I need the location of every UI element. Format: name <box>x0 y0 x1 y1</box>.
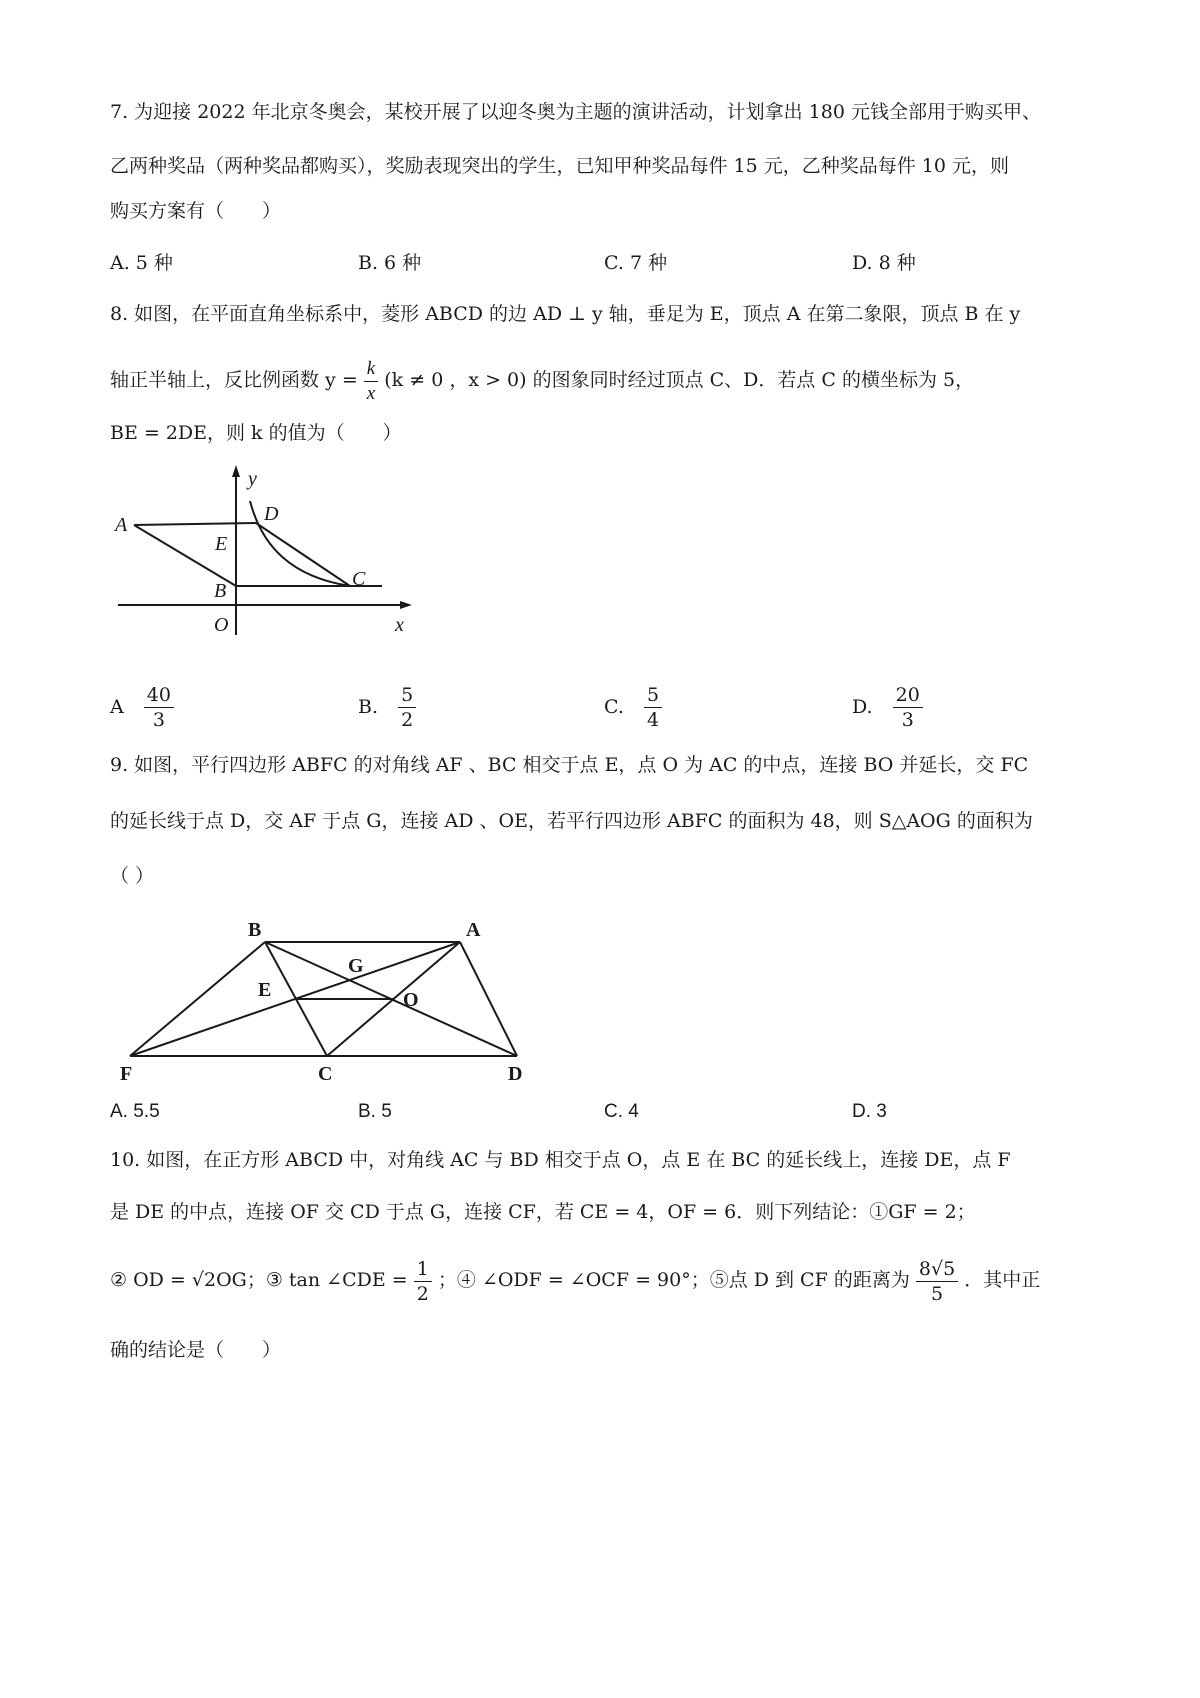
q8-line1: 8. 如图，在平面直角坐标系中，菱形 ABCD 的边 AD ⊥ y 轴，垂足为 E，顶点 A 在第二象限，顶点 B 在 y <box>110 303 1021 325</box>
q9-line2: 的延长线于点 D，交 AF 于点 G，连接 AD 、OE，若平行四边形 ABFC 的面积为 48，则 S△AOG 的面积为 <box>110 810 1033 832</box>
q8-kx-fraction <box>364 357 378 406</box>
fraction-denominator: 5 <box>930 1282 944 1305</box>
option-fraction <box>893 683 923 732</box>
q8-line2 <box>110 350 974 410</box>
q8-option-a <box>110 683 174 732</box>
fraction-numerator: 1 <box>414 1257 432 1282</box>
fraction-numerator: 8√5 <box>916 1257 958 1282</box>
label-e: E <box>215 533 228 555</box>
q9-figure <box>110 920 550 1090</box>
label-o: O <box>214 614 229 636</box>
q10-line4: 确的结论是（ ） <box>110 1339 282 1361</box>
label-b: B <box>214 580 227 602</box>
option-letter: B. <box>358 695 379 718</box>
label-c: C <box>318 1063 333 1085</box>
q7-option-b: B. 6 种 <box>358 252 422 274</box>
option-fraction <box>398 683 416 732</box>
q7-option-a: A. 5 种 <box>110 252 173 274</box>
fraction-denominator: 4 <box>646 709 660 731</box>
label-g: G <box>348 955 364 977</box>
q7-line2: 乙两种奖品（两种奖品都购买），奖励表现突出的学生，已知甲种奖品每件 15 元，乙种奖品每件 10 元，则 <box>110 155 1010 177</box>
q8-line3: BE = 2DE，则 k 的值为（ ） <box>110 422 402 444</box>
label-d: D <box>508 1063 523 1085</box>
fraction-numerator: 5 <box>644 683 662 708</box>
q9-line3: （ ） <box>110 865 155 887</box>
q10-line2: 是 DE 的中点，连接 OF 交 CD 于点 G，连接 CF，若 CE = 4，OF = 6．则下列结论：①GF = 2； <box>110 1201 976 1223</box>
q8-figure <box>110 465 420 645</box>
option-letter: A <box>110 695 124 718</box>
q9-option-d: D. 3 <box>852 1101 887 1122</box>
fraction-denominator: 3 <box>901 709 914 731</box>
fraction-numerator: 20 <box>893 683 923 708</box>
q7-option-c: C. 7 种 <box>604 252 668 274</box>
fraction-denominator: 2 <box>401 709 414 731</box>
q9-line1: 9. 如图，平行四边形 ABFC 的对角线 AF 、BC 相交于点 E，点 O 为 AC 的中点，连接 BO 并延长，交 FC <box>110 754 1029 776</box>
label-d: D <box>264 503 279 525</box>
fraction-denominator: 3 <box>152 709 165 731</box>
option-fraction <box>144 683 174 732</box>
q7-line3: 购买方案有（ ） <box>110 200 282 222</box>
q8-option-c <box>604 683 662 732</box>
q10-line3-c: ．其中正 <box>964 1269 1041 1291</box>
q8-option-d <box>852 683 923 732</box>
q10-line3-a: ② OD = √2OG；③ tan ∠CDE = <box>110 1269 408 1291</box>
fraction-denominator: x <box>366 382 376 404</box>
label-o: O <box>403 989 419 1011</box>
fraction-numerator: 40 <box>144 683 174 708</box>
q7-line1: 7. 为迎接 2022 年北京冬奥会，某校开展了以迎冬奥为主题的演讲活动，计划拿出 180 元钱全部用于购买甲、 <box>110 101 1041 123</box>
fraction-numerator: k <box>364 357 378 382</box>
q8-line2-post: (k ≠ 0 ，x > 0) 的图象同时经过顶点 C、D．若点 C 的横坐标为 5， <box>384 369 975 391</box>
label-e: E <box>258 979 272 1001</box>
q10-line3-b: ；④ ∠ODF = ∠OCF = 90°；⑤点 D 到 CF 的距离为 <box>437 1269 910 1291</box>
q7-option-d: D. 8 种 <box>852 252 916 274</box>
q9-option-a: A. 5.5 <box>110 1101 160 1122</box>
label-a: A <box>466 920 481 941</box>
segment-dc <box>256 523 350 586</box>
q9-option-b: B. 5 <box>358 1101 392 1122</box>
q8-line2-pre: 轴正半轴上，反比例函数 y = <box>110 369 358 391</box>
segment-bf <box>130 942 265 1056</box>
label-f: F <box>120 1063 133 1085</box>
q10-tan-fraction <box>414 1257 432 1306</box>
option-letter: C. <box>604 695 624 718</box>
y-axis-arrow <box>232 465 240 477</box>
option-letter: D. <box>852 695 873 718</box>
q10-line3 <box>110 1250 1040 1310</box>
fraction-numerator: 5 <box>398 683 416 708</box>
q10-distance-fraction <box>916 1257 958 1306</box>
x-axis-arrow <box>400 601 412 609</box>
label-x: x <box>395 614 404 636</box>
q8-option-b <box>358 683 416 732</box>
segment-ad <box>134 523 256 525</box>
segment-ad <box>460 942 517 1056</box>
q9-option-c: C. 4 <box>604 1101 639 1122</box>
option-fraction <box>644 683 662 732</box>
label-c: C <box>352 568 366 590</box>
label-a: A <box>115 514 128 536</box>
label-b: B <box>248 920 262 941</box>
fraction-denominator: 2 <box>416 1282 429 1305</box>
label-y: y <box>248 468 257 490</box>
q10-line1: 10. 如图，在正方形 ABCD 中，对角线 AC 与 BD 相交于点 O，点 E 在 BC 的延长线上，连接 DE，点 F <box>110 1149 1011 1171</box>
